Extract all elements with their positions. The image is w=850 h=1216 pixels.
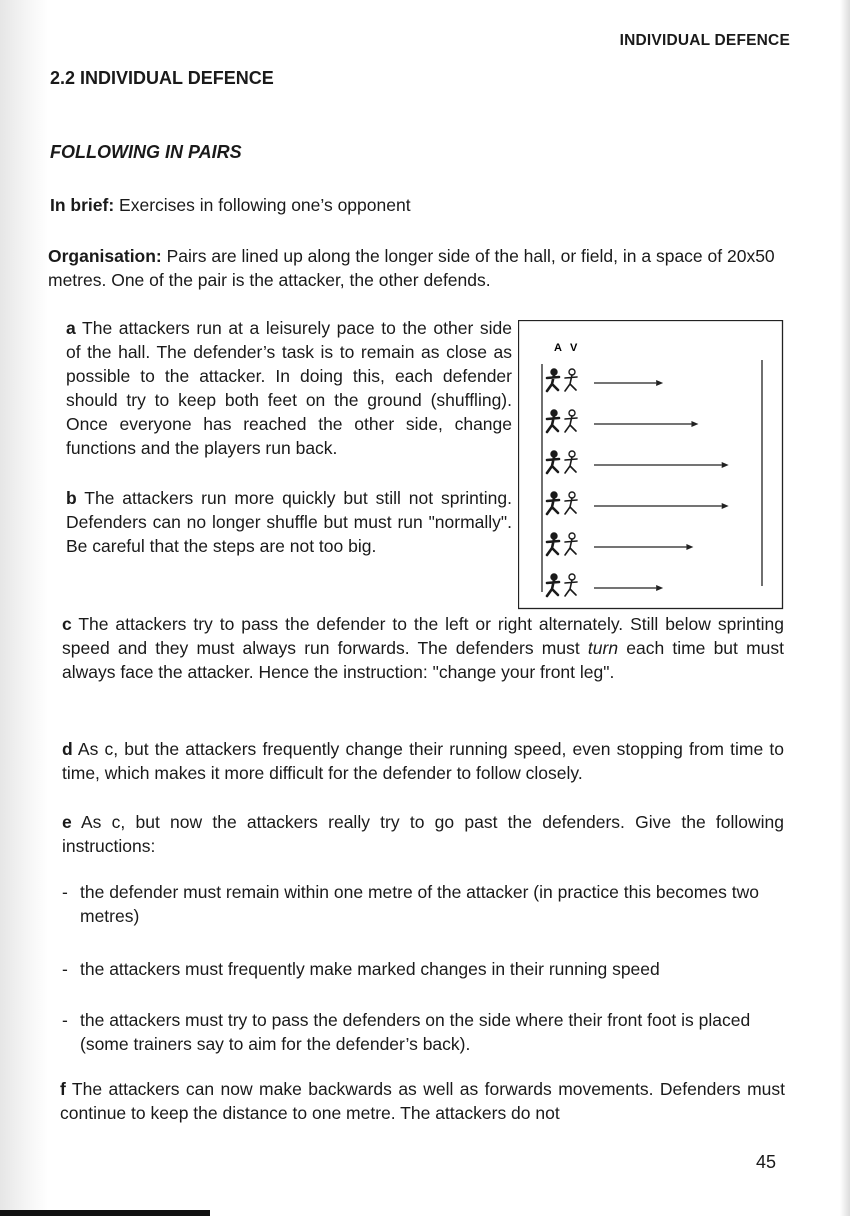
attacker-figure-body — [547, 457, 559, 473]
defender-figure — [565, 369, 577, 391]
defender-figure-head — [569, 410, 575, 416]
item-b-text: The attackers run more quickly but still not sprinting. Defenders can no longer shuffle but must run "normally". Be careful that the steps are not too big. — [66, 488, 512, 556]
defender-figure — [565, 410, 577, 432]
item-c-emphasis: turn — [587, 638, 619, 658]
defender-figure-body — [565, 580, 577, 596]
item-d — [62, 737, 784, 785]
item-c-text-1: The attackers try to pass the defender to the left or right alternately. Still below sprinting speed and they must always run forwards. The defenders must — [62, 614, 784, 658]
player-pair — [547, 451, 729, 473]
defender-figure — [565, 574, 577, 596]
item-e-letter: e — [62, 812, 72, 832]
brief-text: Exercises in following one’s opponent — [114, 195, 411, 215]
bullet-dash: - — [62, 959, 68, 979]
defender-label: V — [570, 342, 578, 354]
attacker-figure-body — [547, 539, 559, 555]
brief-paragraph — [50, 193, 810, 217]
player-pair — [547, 533, 693, 555]
item-f-letter: f — [60, 1079, 66, 1099]
item-c-letter: c — [62, 614, 72, 634]
bullet-text: the defender must remain within one metre of the attacker (in practice this becomes two metres) — [80, 882, 759, 926]
player-pair — [547, 410, 698, 432]
item-e — [62, 810, 784, 858]
item-b-letter: b — [66, 488, 77, 508]
attacker-figure-body — [547, 375, 559, 391]
item-d-text: As c, but the attackers frequently change their running speed, even stopping from time to time, which makes it more difficult for the defender to follow closely. — [62, 739, 784, 783]
attacker-label: A — [554, 342, 562, 354]
arrow-head — [686, 544, 693, 550]
attacker-figure-body — [547, 580, 559, 596]
page-number: 45 — [756, 1152, 777, 1172]
player-pair — [547, 492, 729, 514]
attacker-figure-body — [547, 498, 559, 514]
item-c — [62, 612, 784, 684]
attacker-figure — [547, 533, 559, 555]
pairs-diagram — [518, 320, 784, 610]
arrow-head — [656, 380, 663, 386]
defender-figure-body — [565, 498, 577, 514]
arrow-head — [722, 462, 729, 468]
attacker-figure — [547, 574, 559, 596]
player-pair — [547, 369, 663, 391]
attacker-figure-body — [547, 416, 559, 432]
brief-label: In brief: — [50, 195, 115, 215]
defender-figure-head — [569, 369, 575, 375]
defender-figure-body — [565, 375, 577, 391]
bullet-item — [62, 957, 787, 981]
defender-figure — [565, 533, 577, 555]
player-pair — [547, 574, 663, 596]
defender-figure-head — [569, 533, 575, 539]
attacker-figure — [547, 410, 559, 432]
defender-figure-body — [565, 457, 577, 473]
bullet-dash: - — [62, 882, 68, 902]
section-title: 2.2 INDIVIDUAL DEFENCE — [50, 68, 274, 88]
player-pairs — [547, 369, 729, 596]
item-b — [66, 486, 512, 558]
running-head: INDIVIDUAL DEFENCE — [619, 32, 790, 49]
organisation-label: Organisation: — [48, 246, 162, 266]
bullet-text: the attackers must try to pass the defenders on the side where their front foot is placed (some trainers say to aim for the defender’s back). — [80, 1010, 751, 1054]
scan-edge-bar — [0, 1210, 210, 1216]
organisation-paragraph — [48, 244, 793, 292]
binding-shadow — [0, 0, 48, 1216]
arrow-head — [722, 503, 729, 509]
item-a — [66, 316, 512, 460]
bullet-item — [62, 1008, 787, 1056]
item-a-text: The attackers run at a leisurely pace to the other side of the hall. The defender’s task is to remain as close as possible to the attacker. In doing this, each defender should try to keep both feet on the ground (shuffling). Once everyone has reached the other side, change functions and the players run back. — [66, 318, 512, 458]
item-f-text: The attackers can now make backwards as well as forwards movements. Defenders must continue to keep the distance to one metre. The attackers do not — [60, 1079, 785, 1123]
defender-figure — [565, 492, 577, 514]
bullet-item — [62, 880, 787, 928]
item-c-text-2: each time but must always face the attacker. Hence the instruction: "change your front leg". — [62, 638, 784, 682]
arrow-head — [691, 421, 698, 427]
bullet-text: the attackers must frequently make marked changes in their running speed — [80, 959, 660, 979]
item-a-letter: a — [66, 318, 76, 338]
item-d-letter: d — [62, 739, 73, 759]
defender-figure-head — [569, 492, 575, 498]
attacker-figure — [547, 369, 559, 391]
bullet-dash: - — [62, 1010, 68, 1030]
page-edge — [840, 0, 850, 1216]
defender-figure — [565, 451, 577, 473]
item-f — [60, 1077, 785, 1125]
sub-title: FOLLOWING IN PAIRS — [50, 142, 242, 162]
arrow-head — [656, 585, 663, 591]
defender-figure-body — [565, 416, 577, 432]
defender-figure-head — [569, 451, 575, 457]
defender-figure-head — [569, 574, 575, 580]
attacker-figure — [547, 451, 559, 473]
attacker-figure — [547, 492, 559, 514]
defender-figure-body — [565, 539, 577, 555]
item-e-text: As c, but now the attackers really try to go past the defenders. Give the following instructions: — [62, 812, 784, 856]
organisation-text: Pairs are lined up along the longer side of the hall, or field, in a space of 20x50 metres. One of the pair is the attacker, the other defends. — [48, 246, 775, 290]
